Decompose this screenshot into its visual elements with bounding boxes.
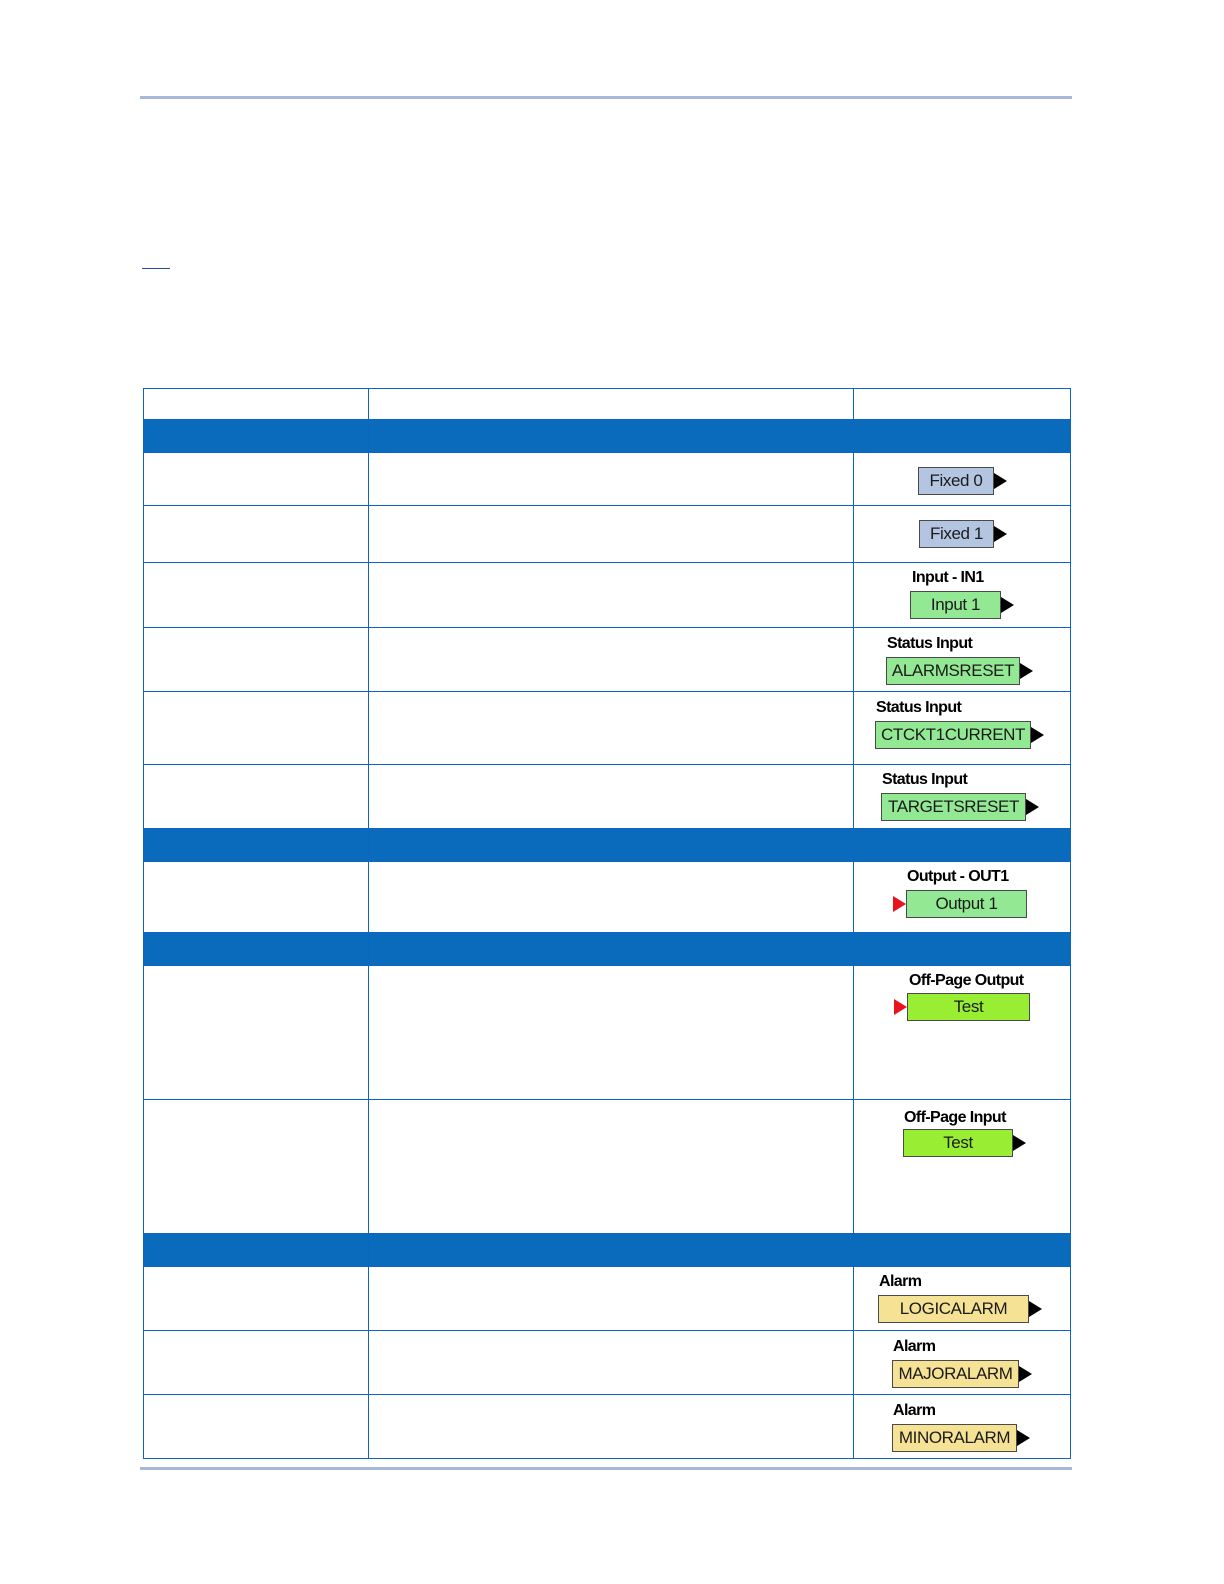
symbol-box: Fixed 0: [918, 467, 994, 495]
off-page-input-symbol[interactable]: [854, 1100, 1070, 1233]
element-symbol-cell: [854, 692, 1071, 765]
symbol-caption: Alarm: [879, 1273, 922, 1290]
element-name-cell: [144, 1331, 369, 1395]
element-name-cell: [144, 453, 369, 506]
element-description-cell: [369, 1395, 854, 1459]
symbol-caption: Off-Page Output: [909, 972, 1024, 989]
symbol-box: Test: [907, 993, 1030, 1021]
symbol-box: LOGICALARM: [878, 1295, 1029, 1323]
table-row: [144, 506, 1071, 563]
element-name-cell: [144, 862, 369, 933]
symbol-box: Test: [903, 1129, 1013, 1157]
element-name-cell: [144, 1395, 369, 1459]
element-name-cell: [144, 765, 369, 829]
element-description-cell: [369, 1331, 854, 1395]
element-description-cell: [369, 1100, 854, 1234]
table-row: [144, 628, 1071, 692]
symbol-box: MAJORALARM: [892, 1360, 1019, 1388]
element-name-cell: [144, 692, 369, 765]
header-cell-description: [369, 389, 854, 420]
element-name-cell: [144, 1267, 369, 1331]
element-description-cell: [369, 628, 854, 692]
element-symbol-cell: [854, 1331, 1071, 1395]
element-symbol-cell: [854, 862, 1071, 933]
section-band-outputs: [144, 829, 1071, 862]
table-row: [144, 1331, 1071, 1395]
symbol-box: MINORALARM: [892, 1424, 1017, 1452]
symbol-caption: Status Input: [882, 771, 968, 788]
logic-element-table: [143, 388, 1071, 1459]
input-in1-symbol[interactable]: [854, 563, 1070, 627]
table-row: [144, 1267, 1071, 1331]
element-symbol-cell: [854, 506, 1071, 563]
symbol-box: TARGETSRESET: [881, 793, 1026, 821]
header-cell-symbol: [854, 389, 1071, 420]
output-arrow-icon: [1017, 1430, 1030, 1446]
element-description-cell: [369, 506, 854, 563]
output-out1-symbol[interactable]: [854, 862, 1070, 932]
symbol-caption: Alarm: [893, 1338, 936, 1355]
output-arrow-icon: [1013, 1135, 1026, 1151]
symbol-caption: Alarm: [893, 1402, 936, 1419]
element-name-cell: [144, 966, 369, 1100]
element-description-cell: [369, 966, 854, 1100]
output-arrow-icon: [1026, 799, 1039, 815]
section-band-inputs: [144, 420, 1071, 453]
symbol-box: Output 1: [906, 890, 1027, 918]
symbol-caption: Status Input: [887, 635, 973, 652]
output-arrow-icon: [1001, 597, 1014, 613]
element-description-cell: [369, 765, 854, 829]
fixed-1-symbol[interactable]: [854, 506, 1070, 562]
element-description-cell: [369, 862, 854, 933]
output-arrow-icon: [1029, 1301, 1042, 1317]
element-symbol-cell: [854, 453, 1071, 506]
status-input-ctckt1current-symbol[interactable]: [854, 692, 1070, 764]
table-row: [144, 862, 1071, 933]
element-symbol-cell: [854, 966, 1071, 1100]
output-arrow-icon: [1019, 1366, 1032, 1382]
element-name-cell: [144, 628, 369, 692]
element-symbol-cell: [854, 1267, 1071, 1331]
output-arrow-icon: [1031, 727, 1044, 743]
table-row: [144, 563, 1071, 628]
alarm-minoralarm-symbol[interactable]: [854, 1395, 1070, 1458]
section-band-off-page: [144, 933, 1071, 966]
off-page-output-symbol[interactable]: [854, 966, 1070, 1099]
symbol-box: ALARMSRESET: [886, 657, 1020, 685]
output-arrow-icon: [1020, 663, 1033, 679]
input-arrow-icon: [893, 896, 906, 912]
table-row: [144, 765, 1071, 829]
element-description-cell: [369, 1267, 854, 1331]
footnote-mark: [142, 268, 170, 269]
symbol-caption: Input - IN1: [912, 569, 984, 586]
element-name-cell: [144, 1100, 369, 1234]
element-description-cell: [369, 563, 854, 628]
element-description-cell: [369, 453, 854, 506]
header-rule: [140, 96, 1072, 99]
symbol-box: CTCKT1CURRENT: [875, 721, 1031, 749]
element-description-cell: [369, 692, 854, 765]
element-symbol-cell: [854, 628, 1071, 692]
table-row: [144, 966, 1071, 1100]
table-row: [144, 692, 1071, 765]
alarm-majoralarm-symbol[interactable]: [854, 1331, 1070, 1394]
element-name-cell: [144, 563, 369, 628]
table-header-row: [144, 389, 1071, 420]
element-symbol-cell: [854, 1395, 1071, 1459]
input-arrow-icon: [894, 999, 907, 1015]
output-arrow-icon: [994, 526, 1007, 542]
section-band-alarms: [144, 1234, 1071, 1267]
table-row: [144, 453, 1071, 506]
status-input-targetsreset-symbol[interactable]: [854, 765, 1070, 828]
element-symbol-cell: [854, 563, 1071, 628]
header-cell-name: [144, 389, 369, 420]
table-row: [144, 1100, 1071, 1234]
symbol-box: Fixed 1: [919, 520, 994, 548]
output-arrow-icon: [994, 473, 1007, 489]
alarm-logicalarm-symbol[interactable]: [854, 1267, 1070, 1330]
fixed-0-symbol[interactable]: [854, 453, 1070, 505]
status-input-alarmsreset-symbol[interactable]: [854, 628, 1070, 691]
footer-rule: [140, 1467, 1072, 1470]
symbol-caption: Output - OUT1: [907, 868, 1009, 885]
symbol-caption: Status Input: [876, 699, 962, 716]
element-symbol-cell: [854, 765, 1071, 829]
table-row: [144, 1395, 1071, 1459]
symbol-caption: Off-Page Input: [904, 1109, 1006, 1126]
element-name-cell: [144, 506, 369, 563]
symbol-box: Input 1: [910, 591, 1001, 619]
element-symbol-cell: [854, 1100, 1071, 1234]
